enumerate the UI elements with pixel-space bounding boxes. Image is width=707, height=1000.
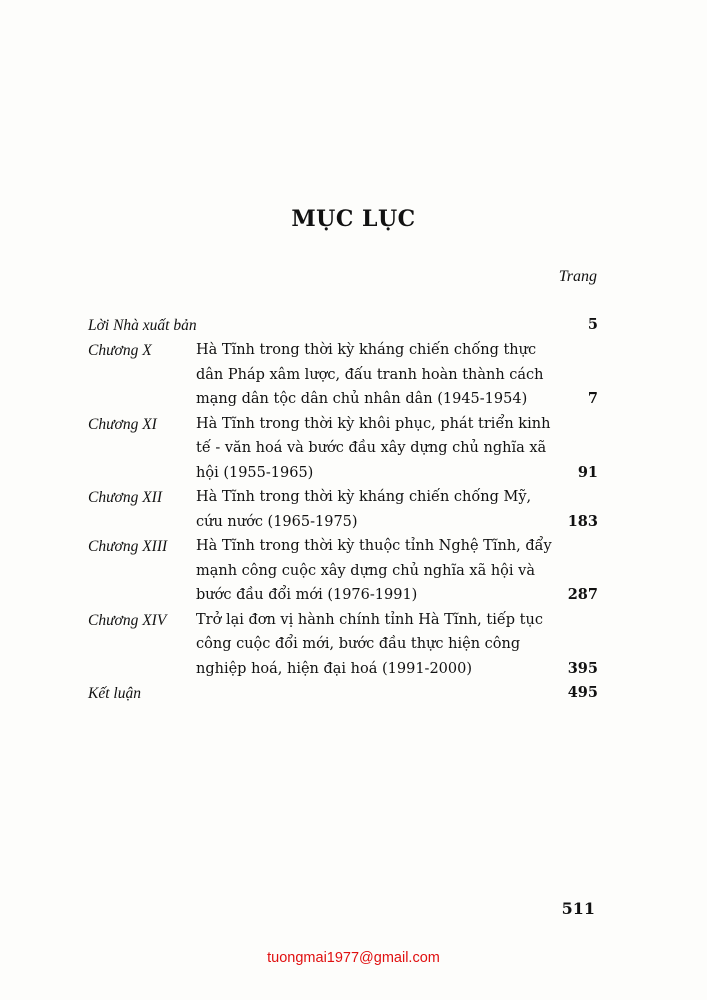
toc-entry: [88, 412, 598, 486]
page-title: MỤC LỤC: [291, 206, 416, 232]
toc-entry: [88, 681, 598, 706]
toc-entry-text: Hà Tĩnh trong thời kỳ khôi phục, phát triển kinh tế - văn hoá và bước đầu xây dựng chủ nghĩa xã hội (1955-1965): [196, 415, 551, 481]
toc-entry-text: Hà Tĩnh trong thời kỳ kháng chiến chống thực dân Pháp xâm lược, đấu tranh hoàn thành cách mạng dân tộc dân chủ nhân dân (1945-1954): [196, 342, 544, 407]
toc-entry-page: 495: [567, 684, 598, 701]
toc-entry-label: Chương X: [88, 342, 152, 359]
toc-entry: [88, 608, 598, 682]
toc-entry-page: 395: [567, 659, 598, 677]
toc-entry: [88, 534, 598, 608]
toc-entry-label: Chương XIII: [88, 538, 168, 555]
toc-entry: [88, 338, 598, 412]
toc-entry-page: 183: [567, 512, 598, 530]
toc-entry-page: 91: [577, 463, 598, 481]
toc-entry-page: 5: [587, 316, 598, 333]
toc-entry-text: Hà Tĩnh trong thời kỳ kháng chiến chống Mỹ, cứu nước (1965-1975): [196, 489, 532, 530]
toc-entry-label: Chương XI: [88, 415, 157, 433]
toc-entry-label: Chương XII: [88, 489, 162, 506]
toc-entry-page: 7: [587, 390, 598, 407]
watermark-email: tuongmai1977@gmail.com: [267, 950, 440, 966]
toc-entry-page: 287: [567, 586, 598, 603]
toc-entry-text: Hà Tĩnh trong thời kỳ thuộc tỉnh Nghệ Tĩnh, đẩy mạnh công cuộc xây dựng chủ nghĩa xã hội và bước đầu đổi mới (1976-1991): [196, 538, 552, 603]
page-column-label: Trang: [558, 268, 597, 285]
toc-entry: [88, 313, 598, 338]
toc-entry: [88, 485, 598, 534]
table-of-contents: [88, 313, 598, 706]
toc-entry-text: Trở lại đơn vị hành chính tỉnh Hà Tĩnh, tiếp tục công cuộc đổi mới, bước đầu thực hiện công nghiệp hoá, hiện đại hoá (1991-2000): [196, 611, 543, 677]
toc-entry-label: Lời Nhà xuất bản: [88, 317, 197, 334]
toc-entry-label: Kết luận: [88, 685, 141, 702]
page-number: 511: [561, 899, 595, 918]
toc-entry-label: Chương XIV: [88, 611, 167, 629]
